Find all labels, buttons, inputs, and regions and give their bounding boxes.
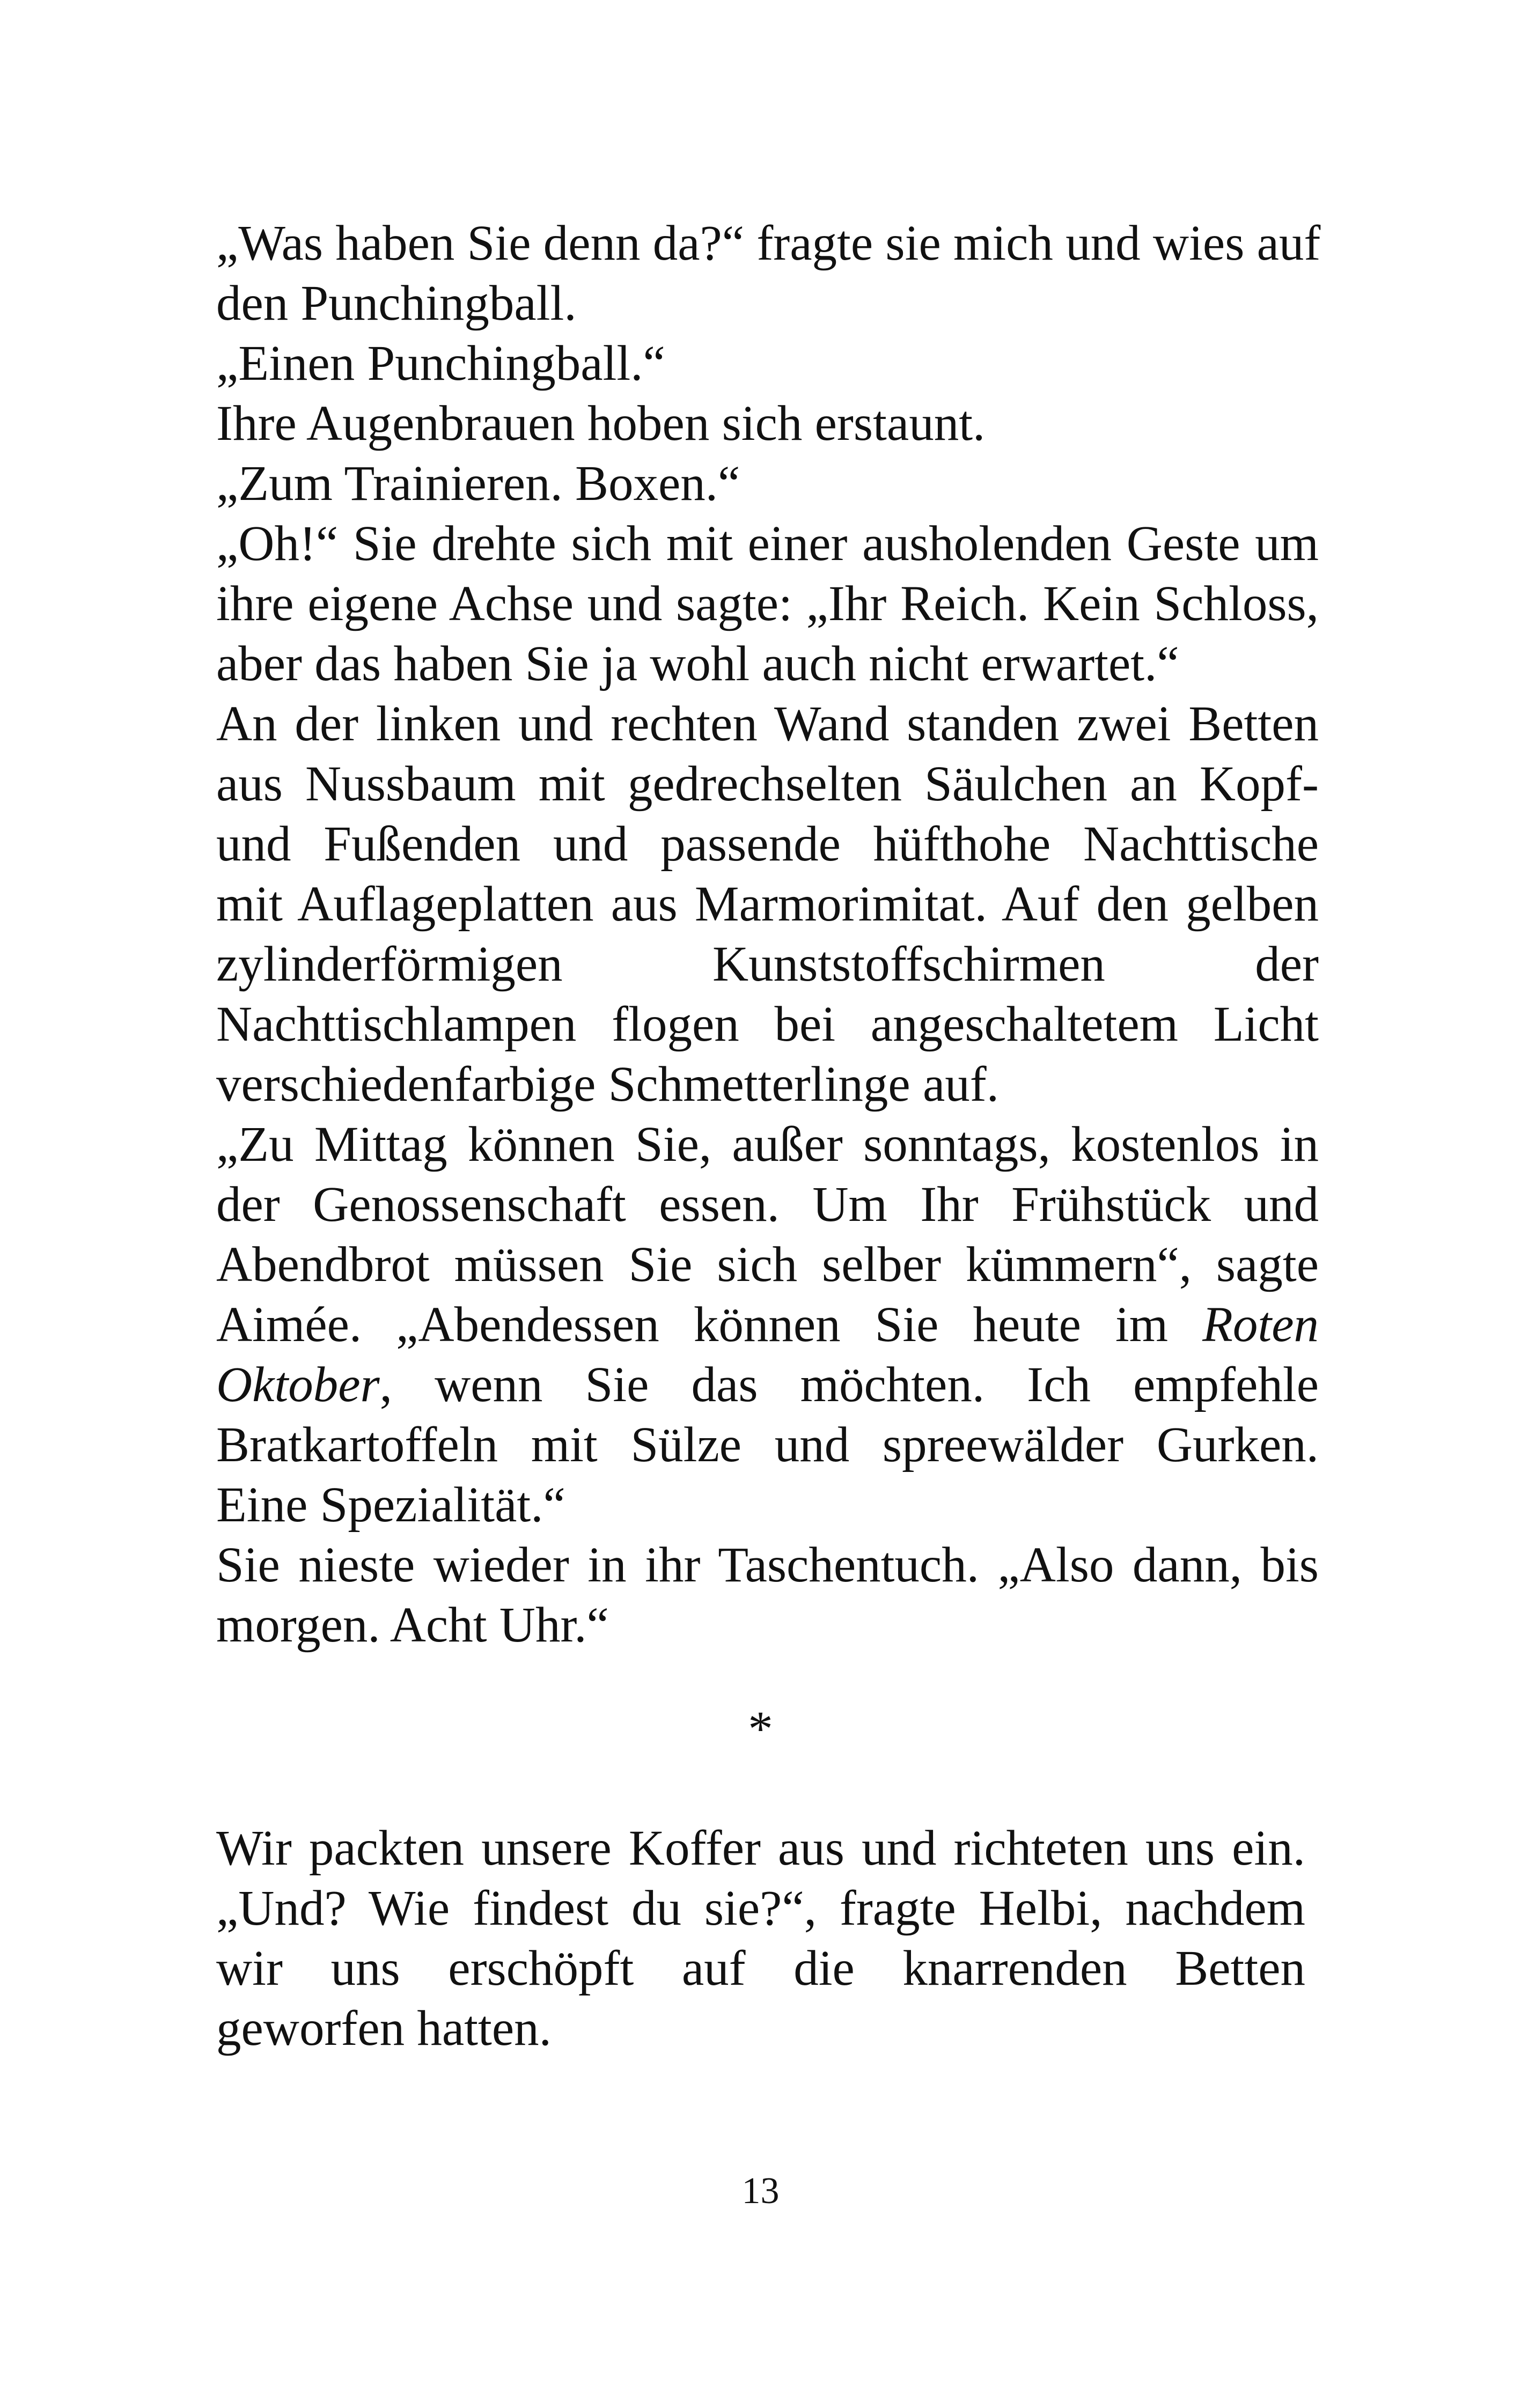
text-line: „Und? Wie findest du sie?“, fragte Helbi, nachdem	[216, 1881, 1305, 1936]
text-line: „Was haben Sie denn da?“ fragte sie mich und wies auf	[216, 216, 1321, 271]
text-line: mit Auflageplatten aus Marmorimitat. Auf den gelben	[216, 877, 1319, 932]
text-line: Bratkartoffeln mit Sülze und spreewälder Gurken.	[216, 1417, 1319, 1472]
text-line: Eine Spezialität.“	[216, 1477, 565, 1533]
text-line: verschiedenfarbige Schmetterlinge auf.	[216, 1057, 999, 1112]
text-line: geworfen hatten.	[216, 2001, 552, 2056]
text-line: Wir packten unsere Koffer aus und richteten uns ein.	[216, 1821, 1305, 1876]
second-text-block	[216, 1818, 1305, 2059]
text-line: und Fußenden und passende hüfthohe Nachttische	[216, 816, 1319, 872]
text-line: Nachttischlampen flogen bei angeschaltetem Licht	[216, 997, 1319, 1052]
text-line: Ihre Augenbrauen hoben sich erstaunt.	[216, 396, 986, 451]
italic-title-fragment: Roten	[1202, 1297, 1319, 1352]
text-line: Oktober, wenn Sie das möchten. Ich empfehle	[216, 1357, 1319, 1412]
page-number: 13	[741, 2170, 780, 2212]
text-line: Aimée. „Abendessen können Sie heute im Roten	[216, 1297, 1319, 1352]
section-separator: *	[748, 1702, 773, 1757]
text-line: „Zum Trainieren. Boxen.“	[216, 456, 740, 511]
text-line: aber das haben Sie ja wohl auch nicht erwartet.“	[216, 636, 1179, 691]
text-line: „Einen Punchingball.“	[216, 336, 665, 391]
text-line: zylinderförmigen Kunststoffschirmen der	[216, 937, 1319, 992]
text-line: den Punchingball.	[216, 276, 577, 331]
text-line: wir uns erschöpft auf die knarrenden Betten	[216, 1941, 1305, 1996]
text-line: Sie nieste wieder in ihr Taschentuch. „Also dann, bis	[216, 1537, 1319, 1593]
text-line: An der linken und rechten Wand standen zwei Betten	[216, 696, 1319, 752]
text-line: ihre eigene Achse und sagte: „Ihr Reich. Kein Schloss,	[216, 576, 1319, 631]
text-line: „Zu Mittag können Sie, außer sonntags, kostenlos in	[216, 1117, 1319, 1172]
text-line: morgen. Acht Uhr.“	[216, 1597, 609, 1653]
main-text-block	[216, 213, 1319, 1655]
italic-title-fragment: Oktober	[216, 1357, 380, 1412]
text-line: Abendbrot müssen Sie sich selber kümmern“, sagte	[216, 1237, 1319, 1292]
text-line: aus Nussbaum mit gedrechselten Säulchen an Kopf-	[216, 756, 1319, 812]
text-line: der Genossenschaft essen. Um Ihr Frühstück und	[216, 1177, 1319, 1232]
text-line: „Oh!“ Sie drehte sich mit einer ausholenden Geste um	[216, 516, 1319, 571]
